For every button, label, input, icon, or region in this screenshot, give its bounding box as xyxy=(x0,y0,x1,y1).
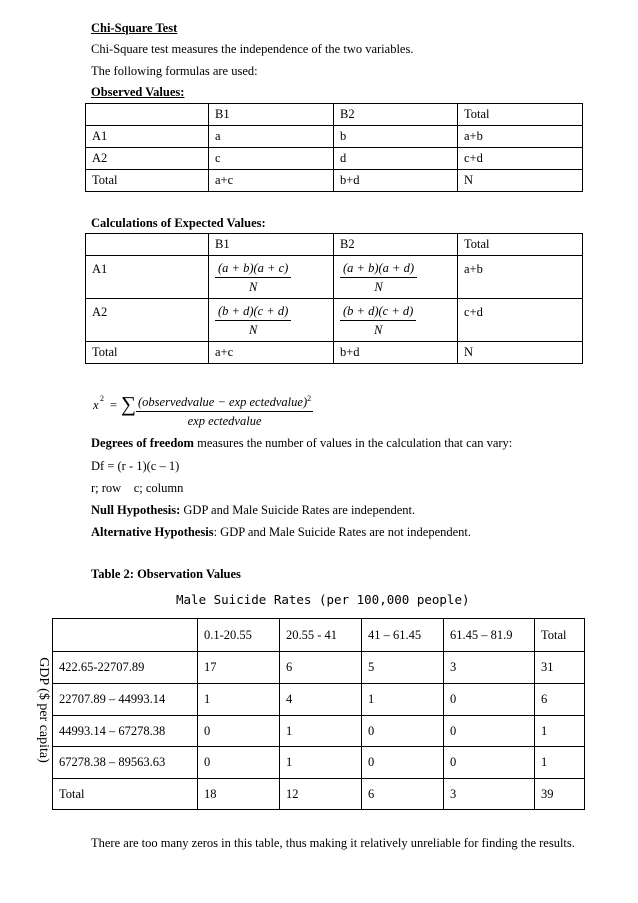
table-cell: 3 xyxy=(444,652,535,684)
table-cell: 22707.89 – 44993.14 xyxy=(53,684,198,716)
expected-heading: Calculations of Expected Values: xyxy=(91,216,266,230)
table-cell: b+d xyxy=(334,342,458,364)
fraction-cell xyxy=(334,256,458,299)
dof-description: measures the number of values in the calculation that can vary: xyxy=(193,436,513,450)
table-cell: A1 xyxy=(86,256,209,299)
table-cell: 0 xyxy=(444,684,535,716)
intro-text-1: Chi-Square test measures the independence of the two variables. xyxy=(91,42,414,56)
intro-text-2: The following formulas are used: xyxy=(91,64,258,78)
table-cell: N xyxy=(458,170,583,192)
sigma-icon: ∑ xyxy=(121,392,136,416)
table-cell: 0 xyxy=(198,716,280,747)
fraction-numerator: (b + d)(c + d) xyxy=(340,302,416,321)
fraction xyxy=(136,390,313,430)
table2-row-title: GDP ($ per capita) xyxy=(36,657,51,763)
table-row xyxy=(53,747,585,779)
rc-legend: r; row c; column xyxy=(91,481,184,495)
df-formula: Df = (r - 1)(c – 1) xyxy=(91,459,180,473)
table-cell: a+b xyxy=(458,256,583,299)
formula-lhs-exponent: 2 xyxy=(100,394,104,403)
table-cell: Total xyxy=(86,170,209,192)
table-cell: 6 xyxy=(362,779,444,810)
table-cell: B2 xyxy=(334,104,458,126)
table-cell: 422.65-22707.89 xyxy=(53,652,198,684)
fraction-numerator: (a + b)(a + c) xyxy=(215,259,291,278)
table-row xyxy=(53,652,585,684)
table-cell: 0 xyxy=(362,747,444,779)
table-cell: 1 xyxy=(280,747,362,779)
observation-table xyxy=(52,618,585,810)
table-cell: N xyxy=(458,342,583,364)
fraction-cell xyxy=(209,299,334,342)
fraction-denominator: N xyxy=(248,322,258,337)
fraction-denominator: N xyxy=(374,279,383,294)
table-cell: 20.55 - 41 xyxy=(280,619,362,652)
table-cell: B2 xyxy=(334,234,458,256)
expected-table xyxy=(85,233,583,364)
observed-table xyxy=(85,103,583,192)
null-term: Null Hypothesis: xyxy=(91,503,181,517)
table-cell: 0.1-20.55 xyxy=(198,619,280,652)
table-cell: Total xyxy=(458,104,583,126)
alt-description: : GDP and Male Suicide Rates are not independent. xyxy=(213,525,472,539)
table-cell xyxy=(86,234,209,256)
table-cell: 41 – 61.45 xyxy=(362,619,444,652)
fraction-cell xyxy=(334,299,458,342)
fraction xyxy=(340,259,417,296)
table-cell: 17 xyxy=(198,652,280,684)
table-row xyxy=(86,342,583,364)
table-cell: 0 xyxy=(444,716,535,747)
table-cell: 67278.38 – 89563.63 xyxy=(53,747,198,779)
table-cell: Total xyxy=(53,779,198,810)
table-cell: 1 xyxy=(280,716,362,747)
fraction-numerator xyxy=(136,390,313,412)
table-cell xyxy=(53,619,198,652)
numerator-text: (observedvalue − exp ectedvalue) xyxy=(138,395,308,410)
table-cell: 1 xyxy=(362,684,444,716)
table-cell: 0 xyxy=(362,716,444,747)
fraction-numerator: (a + b)(a + d) xyxy=(340,259,417,278)
fraction-cell xyxy=(209,256,334,299)
alt-term: Alternative Hypothesis xyxy=(91,525,214,539)
formula-equals: = xyxy=(110,398,118,412)
table-cell: 61.45 – 81.9 xyxy=(444,619,535,652)
table-cell xyxy=(86,104,209,126)
table-cell: 6 xyxy=(535,684,585,716)
table-cell: 0 xyxy=(198,747,280,779)
fraction-denominator: exp ectedvalue xyxy=(187,414,262,429)
table-cell: a+b xyxy=(458,126,583,148)
table-row xyxy=(86,299,583,342)
table-cell: 31 xyxy=(535,652,585,684)
table-row xyxy=(53,684,585,716)
table-cell: c+d xyxy=(458,299,583,342)
table-cell: A2 xyxy=(86,299,209,342)
table-header-row xyxy=(53,619,585,652)
alt-hypothesis xyxy=(91,525,471,540)
fraction-numerator: (b + d)(c + d) xyxy=(215,302,291,321)
null-description: GDP and Male Suicide Rates are independent. xyxy=(180,503,416,517)
table-cell: a xyxy=(209,126,334,148)
table-cell: B1 xyxy=(209,234,334,256)
numerator-exponent: 2 xyxy=(307,394,312,403)
table-cell: c+d xyxy=(458,148,583,170)
table-cell: 1 xyxy=(535,716,585,747)
table-cell: c xyxy=(209,148,334,170)
observed-heading: Observed Values: xyxy=(91,85,185,99)
table2-title: Table 2: Observation Values xyxy=(91,567,241,581)
table-cell: A1 xyxy=(86,126,209,148)
table-cell: Total xyxy=(86,342,209,364)
table-cell: B1 xyxy=(209,104,334,126)
table-cell: 0 xyxy=(444,747,535,779)
fraction xyxy=(340,302,416,339)
table-cell: b xyxy=(334,126,458,148)
null-hypothesis xyxy=(91,503,415,518)
table-cell: 3 xyxy=(444,779,535,810)
dof-text xyxy=(91,436,512,451)
table-cell: 5 xyxy=(362,652,444,684)
table-row xyxy=(53,716,585,747)
fraction xyxy=(215,259,291,296)
table-cell: 1 xyxy=(535,747,585,779)
fraction xyxy=(215,302,291,339)
table-cell: a+c xyxy=(209,170,334,192)
table-row xyxy=(53,779,585,810)
fraction-denominator: N xyxy=(373,322,383,337)
table-cell: A2 xyxy=(86,148,209,170)
table-cell: 4 xyxy=(280,684,362,716)
table-cell: b+d xyxy=(334,170,458,192)
table-header-row xyxy=(86,234,583,256)
table-cell: a+c xyxy=(209,342,334,364)
table-cell: 6 xyxy=(280,652,362,684)
fraction-denominator: N xyxy=(248,279,258,294)
table-cell: 18 xyxy=(198,779,280,810)
table-row xyxy=(86,170,583,192)
table-cell: Total xyxy=(458,234,583,256)
dof-term: Degrees of freedom xyxy=(91,436,194,450)
table-row xyxy=(86,256,583,299)
table2-column-title: Male Suicide Rates (per 100,000 people) xyxy=(176,592,470,607)
table-cell: 39 xyxy=(535,779,585,810)
table-cell: Total xyxy=(535,619,585,652)
table-cell: 44993.14 – 67278.38 xyxy=(53,716,198,747)
conclusion-text: There are too many zeros in this table, thus making it relatively unreliable for finding the results. xyxy=(91,836,575,850)
table-row xyxy=(86,148,583,170)
section-title: Chi-Square Test xyxy=(91,21,178,35)
formula-lhs: x xyxy=(93,398,99,412)
table-header-row xyxy=(86,104,583,126)
table-cell: 12 xyxy=(280,779,362,810)
table-cell: d xyxy=(334,148,458,170)
table-row xyxy=(86,126,583,148)
table-cell: 1 xyxy=(198,684,280,716)
